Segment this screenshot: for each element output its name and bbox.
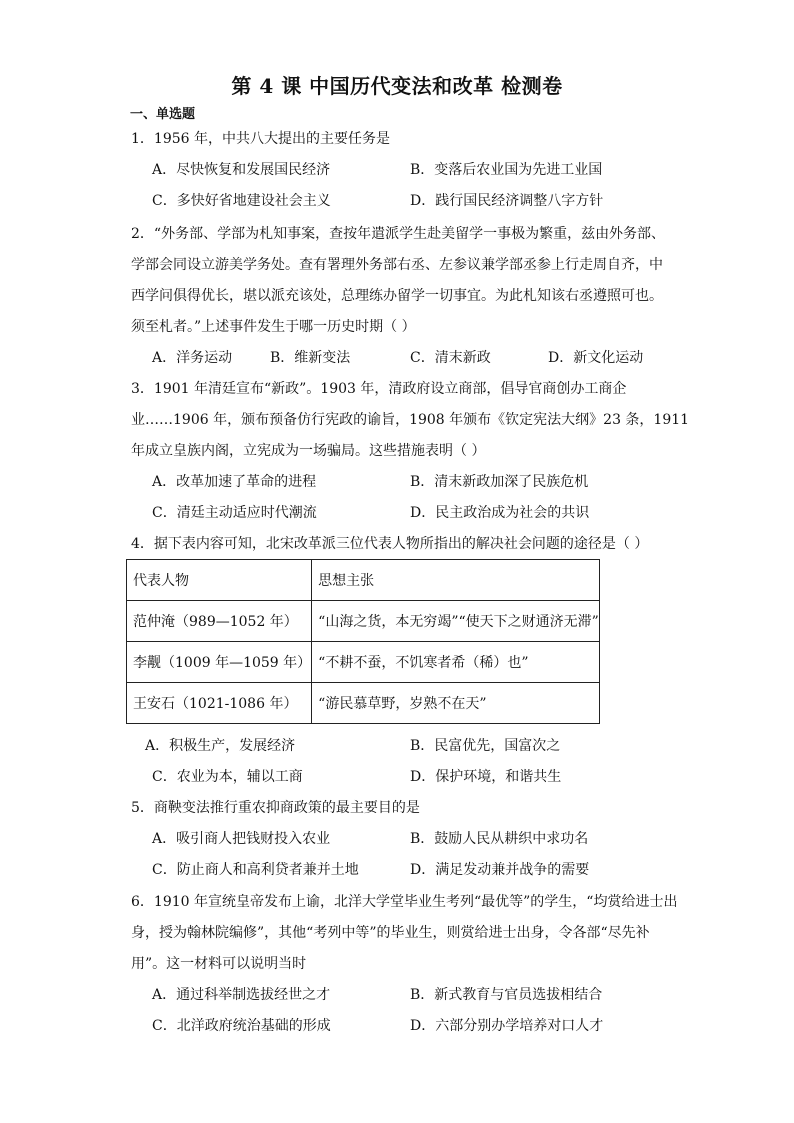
question-1-option-b: B．变落后农业国为先进工业国 [410,162,603,178]
table-cell: 王安石（1021-1086 年） [127,683,312,724]
question-4-option-a: A．积极生产，发展经济 [145,738,296,754]
question-4-option-d: D．保护环境，和谐共生 [410,769,562,785]
question-3-line-1: 3．1901 年清廷宣布“新政”。1903 年，清政府设立商部，倡导官商创办工商企 [131,381,627,397]
table-cell: 李觏（1009 年—1059 年） [127,642,312,683]
table-row [127,683,600,724]
table-header-row [127,560,600,601]
table-cell: “山海之货，本无穷竭”“使天下之财通济无滞” [312,601,600,642]
question-3-line-3: 年成立皇族内阁，立宪成为一场骗局。这些措施表明（ ） [131,443,486,459]
question-5-option-d: D．满足发动兼并战争的需要 [410,862,590,878]
question-2-line-1: 2．“外务部、学部为札知事案，查按年遣派学生赴美留学一事极为繁重，兹由外务部、 [131,226,666,242]
question-4-option-b: B．民富优先，国富次之 [410,738,561,754]
table-row [127,642,600,683]
question-2-option-b: B．维新变法 [270,350,351,366]
question-5-option-a: A．吸引商人把钱财投入农业 [152,831,331,847]
question-6-option-d: D．六部分别办学培养对口人才 [410,1018,604,1034]
question-1-option-d: D．践行国民经济调整八字方针 [410,193,604,209]
question-3-option-b: B．清末新政加深了民族危机 [410,474,589,490]
question-2-line-4: 须至札者。”上述事件发生于哪一历史时期（ ） [131,319,416,335]
question-2-option-a: A．洋务运动 [152,350,233,366]
question-5-option-c: C．防止商人和高利贷者兼并土地 [152,862,359,878]
question-3-option-a: A．改革加速了革命的进程 [152,474,317,490]
table-cell: “游民慕草野，岁熟不在天” [312,683,600,724]
question-4-stem: 4．据下表内容可知，北宋改革派三位代表人物所指出的解决社会问题的途径是（ ） [131,536,649,552]
question-3-option-c: C．清廷主动适应时代潮流 [152,505,317,521]
table-cell: 范仲淹（989—1052 年） [127,601,312,642]
table-cell: “不耕不蚕，不饥寒者希（稀）也” [312,642,600,683]
table-row [127,601,600,642]
question-6-line-2: 身，授为翰林院编修”，其他“考列中等”的毕业生，则赏给进士出身，令各部“尽先补 [131,925,650,941]
section-heading: 一、单选题 [130,107,196,122]
table-header-cell: 代表人物 [127,560,312,601]
question-5-option-b: B．鼓励人民从耕织中求功名 [410,831,589,847]
question-3-option-d: D．民主政治成为社会的共识 [410,505,590,521]
question-1-stem: 1．1956 年，中共八大提出的主要任务是 [131,131,390,147]
page-title: 第 4 课 中国历代变法和改革 检测卷 [231,74,563,98]
question-5-stem: 5．商鞅变法推行重农抑商政策的最主要目的是 [131,800,420,816]
question-6-option-c: C．北洋政府统治基础的形成 [152,1018,331,1034]
question-2-line-3: 西学问俱得优长，堪以派充该处，总理练办留学一切事宜。为此札知该右丞遵照可也。 [131,288,663,304]
table-header-cell: 思想主张 [312,560,600,601]
question-3-line-2: 业……1906 年，颁布预备仿行宪政的谕旨，1908 年颁布《钦定宪法大纲》23 条，1911 [131,412,690,428]
question-4-table [126,559,600,724]
question-1-option-a: A．尽快恢复和发展国民经济 [152,162,331,178]
question-1-option-c: C．多快好省地建设社会主义 [152,193,331,209]
question-6-line-1: 6．1910 年宣统皇帝发布上谕，北洋大学堂毕业生考列“最优等”的学生，“均赏给进士出 [131,894,678,910]
question-6-option-b: B．新式教育与官员选拔相结合 [410,987,603,1003]
question-2-line-2: 学部会同设立游美学务处。查有署理外务部右丞、左参议兼学部丞参上行走周自齐，中 [131,257,663,273]
question-2-option-d: D．新文化运动 [548,350,644,366]
question-6-option-a: A．通过科举制选拔经世之才 [152,987,331,1003]
question-6-line-3: 用”。这一材料可以说明当时 [131,956,307,972]
question-2-option-c: C．清末新政 [410,350,491,366]
question-4-option-c: C．农业为本，辅以工商 [152,769,303,785]
